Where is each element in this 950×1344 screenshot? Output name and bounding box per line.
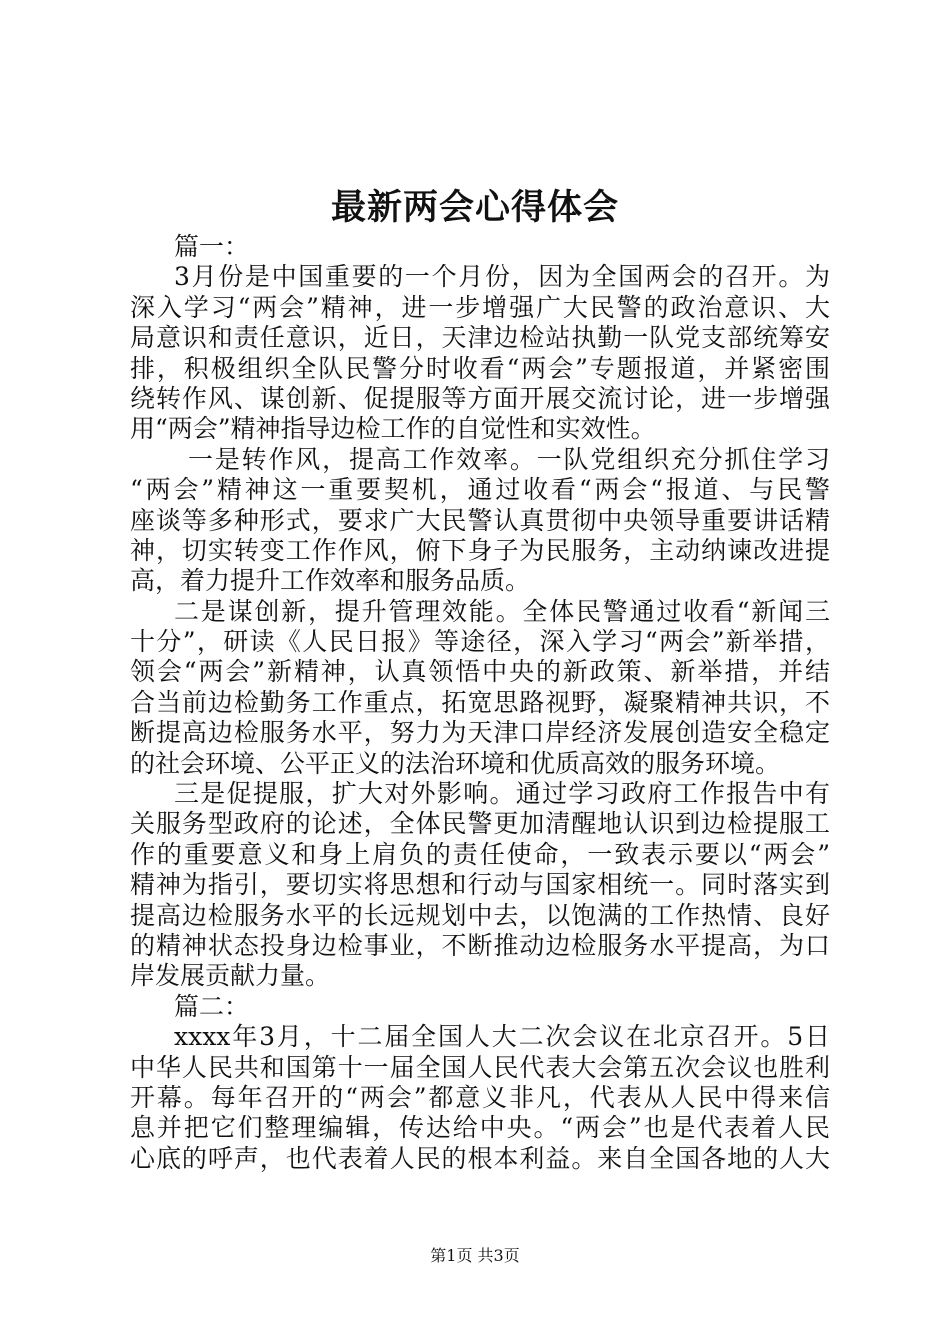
- paragraph-line: 领会“两会”新精神，认真领悟中央的新政策、新举措，并结: [130, 657, 830, 687]
- paragraph-line: 合当前边检勤务工作重点，拓宽思路视野，凝聚精神共识，不: [130, 687, 830, 717]
- paragraph-line: 高，着力提升工作效率和服务品质。: [130, 566, 531, 596]
- paragraph-line: 座谈等多种形式，要求广大民警认真贯彻中央领导重要讲话精: [130, 505, 830, 535]
- page-number-footer: 第1页 共3页: [430, 1246, 520, 1265]
- paragraph-line: 3月份是中国重要的一个月份，因为全国两会的召开。为: [174, 262, 830, 292]
- paragraph-line: 息并把它们整理编辑，传达给中央。“两会”也是代表着人民: [130, 1113, 830, 1143]
- paragraph-line: 提高边检服务水平的长远规划中去，以饱满的工作热情、良好: [130, 900, 830, 930]
- paragraph-line: 精神为指引，要切实将思想和行动与国家相统一。同时落实到: [130, 870, 830, 900]
- document-body: [130, 232, 830, 1174]
- paragraph-line: 开幕。每年召开的“两会”都意义非凡，代表从人民中得来信: [130, 1082, 830, 1112]
- paragraph-line: xxxx年3月，十二届全国人大二次会议在北京召开。5日: [174, 1022, 830, 1052]
- paragraph-line: 局意识和责任意识，近日，天津边检站执勤一队党支部统筹安: [130, 323, 830, 353]
- paragraph-line: 十分”，研读《人民日报》等途径，深入学习“两会”新举措，: [130, 627, 830, 657]
- section-heading-2: 篇二：: [174, 991, 250, 1021]
- paragraph-line: 中华人民共和国第十一届全国人民代表大会第五次会议也胜利: [130, 1052, 830, 1082]
- paragraph-line: 关服务型政府的论述，全体民警更加清醒地认识到边检提服工: [130, 809, 830, 839]
- paragraph-line: 的精神状态投身边检事业，不断推动边检服务水平提高，为口: [130, 930, 830, 960]
- paragraph-line: 断提高边检服务水平，努力为天津口岸经济发展创造安全稳定: [130, 718, 830, 748]
- paragraph-line: 二是谋创新，提升管理效能。全体民警通过收看“新闻三: [174, 596, 830, 626]
- section-heading-1: 篇一：: [174, 232, 250, 261]
- paragraph-line: 排，积极组织全队民警分时收看“两会”专题报道，并紧密围: [130, 353, 830, 383]
- paragraph-line: 心底的呼声，也代表着人民的根本利益。来自全国各地的人大: [130, 1143, 830, 1173]
- paragraph-line: 深入学习“两会”精神，进一步增强广大民警的政治意识、大: [130, 292, 830, 322]
- paragraph-line: 三是促提服，扩大对外影响。通过学习政府工作报告中有: [174, 779, 830, 809]
- paragraph-line: 神，切实转变工作作风，俯下身子为民服务，主动纳谏改进提: [130, 535, 830, 565]
- paragraph-line: 岸发展贡献力量。: [130, 961, 331, 991]
- paragraph-line: 一是转作风，提高工作效率。一队党组织充分抓住学习: [188, 444, 830, 474]
- paragraph-line: 作的重要意义和身上肩负的责任使命，一致表示要以“两会”: [130, 839, 830, 869]
- paragraph-line: 的社会环境、公平正义的法治环境和优质高效的服务环境。: [130, 748, 781, 778]
- paragraph-line: 绕转作风、谋创新、促提服等方面开展交流讨论，进一步增强: [130, 383, 830, 413]
- paragraph-line: “两会”精神这一重要契机，通过收看“两会“报道、与民警: [130, 475, 830, 505]
- document-title: 最新两会心得体会: [330, 187, 619, 228]
- paragraph-line: 用“两会”精神指导边检工作的自觉性和实效性。: [130, 414, 656, 444]
